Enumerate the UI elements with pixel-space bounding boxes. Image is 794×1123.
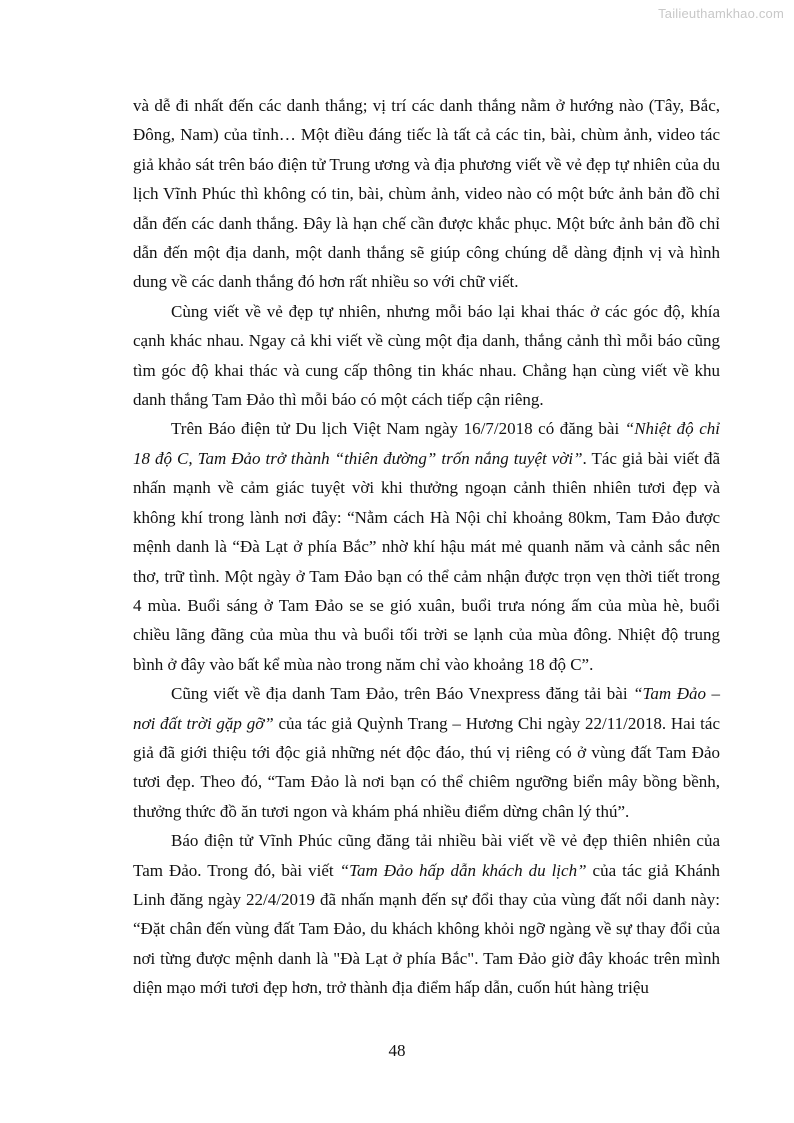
- paragraph-3: [133, 414, 720, 679]
- paragraph-text: Trên Báo điện tử Du lịch Việt Nam ngày 16/7/2018 có đăng bài: [171, 419, 625, 439]
- paragraph-text: và dễ đi nhất đến các danh thắng; vị trí các danh thắng nằm ở hướng nào (Tây, Bắc, Đông, Nam) của tỉnh… Một điều đáng tiếc là tất cả các tin, bài, chùm ảnh, video tác giả khảo sát trên báo điện tử Trung ương và địa phương viết về vẻ đẹp tự nhiên của du lịch Vĩnh Phúc thì không có tin, bài, chùm ảnh, video nào có một bức ảnh bản đồ chỉ dẫn đến các danh thắng. Đây là hạn chế cần được khắc phục. Một bức ảnh bản đồ chỉ dẫn đến một địa danh, một danh thắng sẽ giúp công chúng dễ dàng định vị và hình dung về các danh thắng đó hơn rất nhiều so với chữ viết.: [133, 96, 720, 292]
- watermark: Tailieuthamkhao.com: [658, 6, 784, 21]
- paragraph-1: [133, 91, 720, 297]
- paragraph-text: của tác giả Khánh Linh đăng ngày 22/4/2019 đã nhấn mạnh đến sự đổi thay của vùng đất nổi danh này: “Đặt chân đến vùng đất Tam Đảo, du khách không khỏi ngỡ ngàng về sự thay đổi của nơi từng được mệnh danh là "Đà Lạt ở phía Bắc". Tam Đảo giờ đây khoác trên mình diện mạo mới tươi đẹp hơn, trở thành địa điểm hấp dẫn, cuốn hút hàng triệu: [133, 860, 720, 998]
- article-title: “Nhiệt độ chỉ 18 độ C, Tam Đảo trở thành “thiên đường” trốn nắng tuyệt vời”: [133, 419, 720, 468]
- paragraph-text: của tác giả Quỳnh Trang – Hương Chi ngày 22/11/2018. Hai tác giả đã giới thiệu tới độc giả những nét độc đáo, thú vị riêng có ở vùng đất Tam Đảo tươi đẹp. Theo đó, “Tam Đảo là nơi bạn có thể chiêm ngưỡng biển mây bồng bềnh, thưởng thức đồ ăn tươi ngon và khám phá nhiều điểm dừng chân lý thú”.: [133, 713, 721, 821]
- article-title: “Tam Đảo hấp dẫn khách du lịch”: [339, 860, 587, 880]
- paragraph-2: [133, 297, 720, 415]
- page-number: 48: [388, 1041, 406, 1060]
- paragraph-text: Cũng viết về địa danh Tam Đảo, trên Báo Vnexpress đăng tải bài: [171, 684, 634, 704]
- paragraph-text: Cùng viết về vẻ đẹp tự nhiên, nhưng mỗi báo lại khai thác ở các góc độ, khía cạnh khác nhau. Ngay cả khi viết về cùng một địa danh, thắng cảnh thì mỗi báo cũng tìm góc độ khai thác và cung cấp thông tin khác nhau. Chẳng hạn cùng viết về khu danh thắng Tam Đảo thì mỗi báo có một cách tiếp cận riêng.: [133, 301, 720, 410]
- document-body: [133, 91, 720, 1003]
- paragraph-5: [133, 826, 720, 1002]
- article-title: “Tam Đảo – nơi đất trời gặp gỡ”: [133, 684, 720, 733]
- paragraph-text: Báo điện tử Vĩnh Phúc cũng đăng tải nhiều bài viết về vẻ đẹp thiên nhiên của Tam Đảo. Trong đó, bài viết: [133, 831, 720, 880]
- paragraph-4: [133, 679, 720, 826]
- paragraph-text: . Tác giả bài viết đã nhấn mạnh về cảm giác tuyệt vời khi thưởng ngoạn cảnh thiên nhiên tươi đẹp và không khí trong lành nơi đây: “Nằm cách Hà Nội chỉ khoảng 80km, Tam Đảo được mệnh danh là “Đà Lạt ở phía Bắc” nhờ khí hậu mát mẻ quanh năm và cảnh sắc nên thơ, trữ tình. Một ngày ở Tam Đảo bạn có thể cảm nhận được trọn vẹn thời tiết trong 4 mùa. Buổi sáng ở Tam Đảo se se gió xuân, buổi trưa nóng ấm của mùa hè, buổi chiều lãng đãng của mùa thu và buổi tối trời se lạnh của mùa đông. Nhiệt độ trung bình ở đây vào bất kể mùa nào trong năm chỉ vào khoảng 18 độ C”.: [133, 448, 720, 674]
